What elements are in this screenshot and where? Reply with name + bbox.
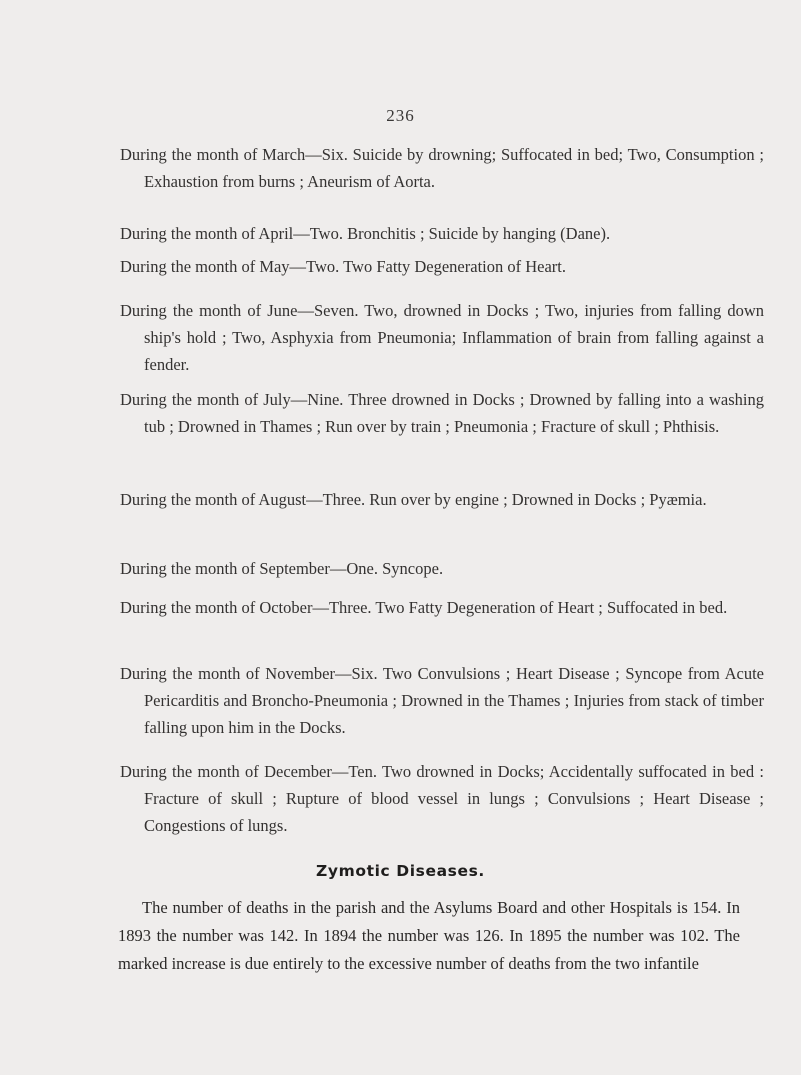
month-entry-may: During the month of May—Two. Two Fatty Degeneration of Heart. [120, 257, 566, 276]
month-entry-june: During the month of June—Seven. Two, drowned in Docks ; Two, injuries from falling down ship's hold ; Two, Asphyxia from Pneumonia; Inflammation of brain from falling against a fender. [120, 301, 764, 374]
month-entry-july: During the month of July—Nine. Three drowned in Docks ; Drowned by falling into a washing tub ; Drowned in Thames ; Run over by train ; Pneumonia ; Fracture of skull ; Phthisis. [120, 390, 764, 436]
month-entry-december: During the month of December—Ten. Two drowned in Docks; Accidentally suffocated in bed : Fracture of skull ; Rupture of blood vessel in lungs ; Convulsions ; Heart Disease ; Congestions of lungs. [120, 762, 764, 835]
page-number: 236 [386, 106, 415, 125]
section-heading: Zymotic Diseases. [316, 862, 485, 880]
body-paragraph: The number of deaths in the parish and the Asylums Board and other Hospitals is 154. In 1893 the number was 142. In 1894 the number was 126. In 1895 the number was 102. The marked increase is due entirely to the excessive number of deaths from the two infantile [118, 898, 740, 973]
month-entry-march: During the month of March—Six. Suicide by drowning; Suffocated in bed; Two, Consumption ; Exhaustion from burns ; Aneurism of Aorta. [120, 145, 764, 191]
month-entry-august: During the month of August—Three. Run over by engine ; Drowned in Docks ; Pyæmia. [120, 490, 707, 509]
month-entry-october: During the month of October—Three. Two Fatty Degeneration of Heart ; Suffocated in bed. [120, 598, 728, 617]
month-entry-november: During the month of November—Six. Two Convulsions ; Heart Disease ; Syncope from Acute Pericarditis and Broncho-Pneumonia ; Drowned in the Thames ; Injuries from stack of timber falling upon him in the Docks. [120, 664, 764, 737]
month-entry-september: During the month of September—One. Syncope. [120, 559, 444, 578]
month-entry-april: During the month of April—Two. Bronchitis ; Suicide by hanging (Dane). [120, 224, 611, 243]
